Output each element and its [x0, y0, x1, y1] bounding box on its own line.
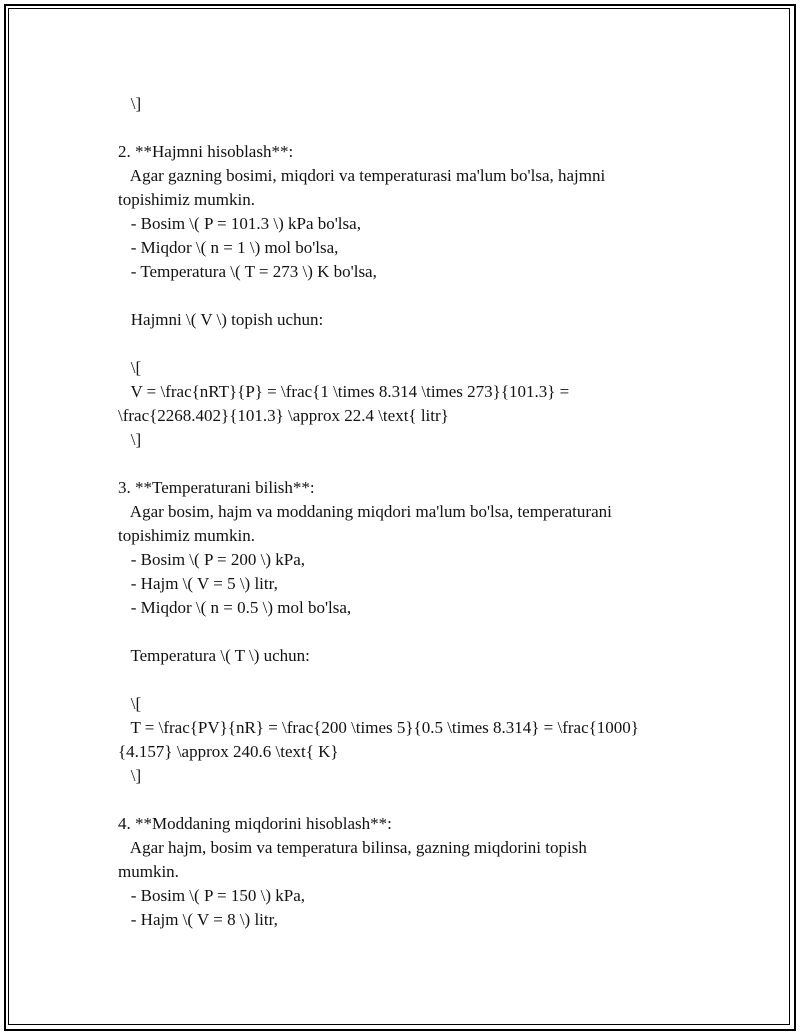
list-item: - Bosim \( P = 150 \) kPa,	[118, 886, 305, 905]
list-item: - Temperatura \( T = 273 \) K bo'lsa,	[118, 262, 377, 281]
math-formula-line: T = \frac{PV}{nR} = \frac{200 \times 5}{0.5 \times 8.314} = \frac{1000}	[118, 718, 639, 737]
blank-line	[118, 668, 688, 692]
list-item: - Miqdor \( n = 1 \) mol bo'lsa,	[118, 238, 339, 257]
blank-line	[118, 332, 688, 356]
blank-line	[118, 284, 688, 308]
math-formula-line: V = \frac{nRT}{P} = \frac{1 \times 8.314 \times 273}{101.3} =	[118, 382, 570, 401]
text-line: Agar gazning bosimi, miqdori va temperaturasi ma'lum bo'lsa, hajmni	[118, 166, 606, 185]
blank-line	[118, 452, 688, 476]
list-item: - Miqdor \( n = 0.5 \) mol bo'lsa,	[118, 598, 352, 617]
math-formula-line: {4.157} \approx 240.6 \text{ K}	[118, 742, 339, 761]
text-line: Hajmni \( V \) topish uchun:	[118, 310, 324, 329]
math-delimiter: \[	[118, 694, 142, 713]
text-line: Temperatura \( T \) uchun:	[118, 646, 310, 665]
blank-line	[118, 620, 688, 644]
list-item: - Bosim \( P = 200 \) kPa,	[118, 550, 305, 569]
math-formula-line: \frac{2268.402}{101.3} \approx 22.4 \text{ litr}	[118, 406, 449, 425]
math-delimiter: \]	[118, 766, 142, 785]
math-delimiter: \]	[118, 430, 142, 449]
text-line: topishimiz mumkin.	[118, 526, 255, 545]
text-line: mumkin.	[118, 862, 179, 881]
text-line: Agar hajm, bosim va temperatura bilinsa, gazning miqdorini topish	[118, 838, 587, 857]
section-heading-3: 3. **Temperaturani bilish**:	[118, 478, 315, 497]
text-line: topishimiz mumkin.	[118, 190, 255, 209]
text-line: Agar bosim, hajm va moddaning miqdori ma'lum bo'lsa, temperaturani	[118, 502, 612, 521]
blank-line	[118, 788, 688, 812]
text-line: \]	[118, 94, 142, 113]
document-body	[118, 92, 688, 932]
list-item: - Bosim \( P = 101.3 \) kPa bo'lsa,	[118, 214, 361, 233]
math-delimiter: \[	[118, 358, 142, 377]
section-heading-2: 2. **Hajmni hisoblash**:	[118, 142, 294, 161]
blank-line	[118, 116, 688, 140]
list-item: - Hajm \( V = 8 \) litr,	[118, 910, 278, 929]
list-item: - Hajm \( V = 5 \) litr,	[118, 574, 278, 593]
section-heading-4: 4. **Moddaning miqdorini hisoblash**:	[118, 814, 392, 833]
